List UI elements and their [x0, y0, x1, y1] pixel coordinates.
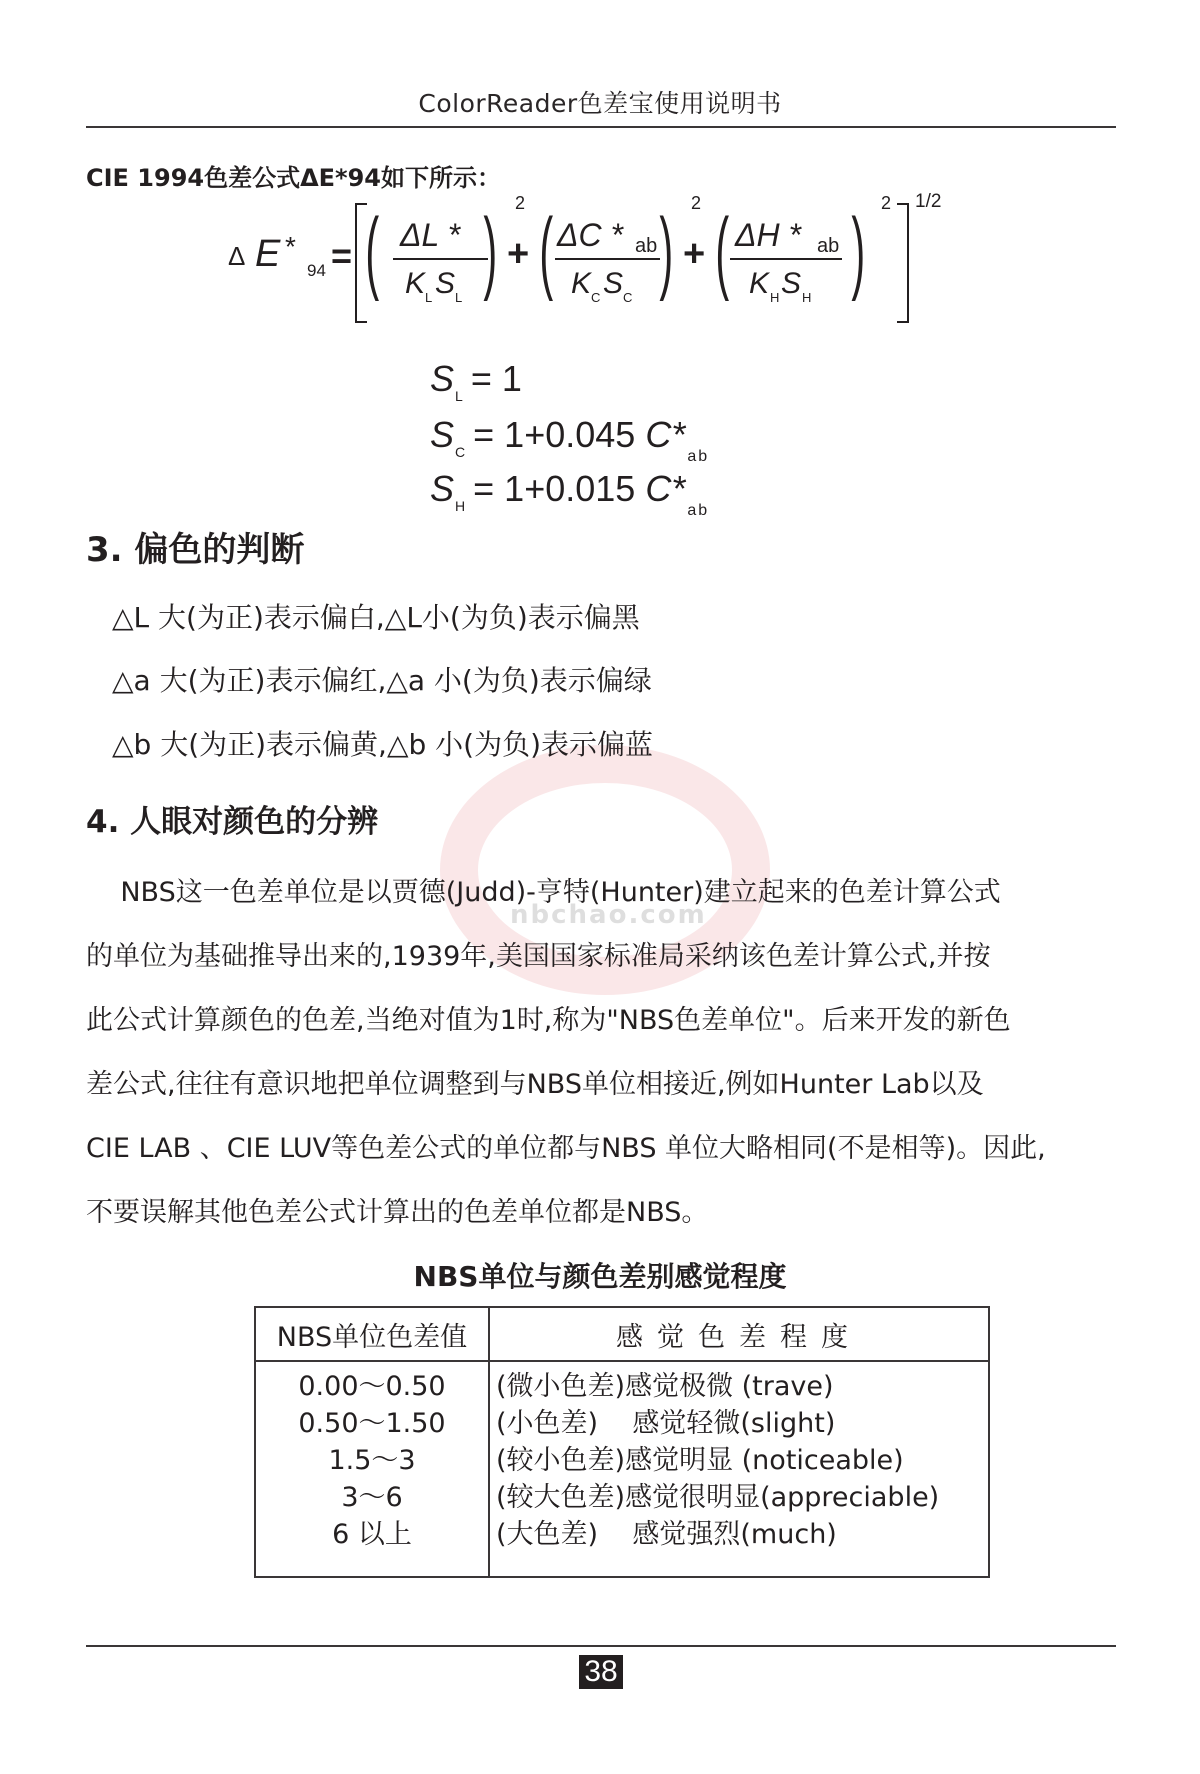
right-paren: ) — [851, 200, 866, 302]
header-rule — [86, 126, 1116, 128]
sc-definition — [430, 414, 710, 465]
term3-s-sub: H — [802, 290, 812, 305]
term3-numerator: ΔH * — [735, 217, 801, 253]
paragraph-line: 不要误解其他色差公式计算出的色差单位都是NBS。 — [86, 1197, 709, 1228]
s-symbol: S — [430, 358, 455, 399]
s-subscript: C — [455, 444, 466, 460]
term2-numerator-sub: ab — [635, 235, 658, 257]
color-cast-item-b: △b 大(为正)表示偏黄,△b 小(为负)表示偏蓝 — [112, 728, 654, 761]
section3-heading: 3. 偏色的判断 — [86, 530, 305, 570]
c-subscript: ab — [687, 448, 710, 465]
c-variable: C* — [645, 468, 686, 509]
nbs-value: 6 以上 — [332, 1519, 412, 1550]
right-bracket — [897, 203, 909, 323]
nbs-value: 0.50～1.50 — [298, 1408, 446, 1439]
term3-k: K — [749, 267, 770, 300]
e-symbol: E — [255, 233, 281, 275]
running-header-title: ColorReader色差宝使用说明书 — [418, 89, 782, 118]
s-symbol: S — [430, 468, 455, 509]
paragraph-line: CIE LAB 、CIE LUV等色差公式的单位都与NBS 单位大略相同(不是相等)。因此, — [86, 1133, 1046, 1164]
s-subscript: H — [455, 498, 466, 514]
term1-s-sub: L — [455, 290, 463, 305]
plus-sign: + — [683, 233, 706, 275]
term1-k: K — [405, 267, 426, 300]
paragraph-line: 此公式计算颜色的色差,当绝对值为1时,称为"NBS色差单位"。后来开发的新色 — [86, 1005, 1011, 1036]
term2-s: S — [603, 267, 624, 300]
description-cell — [489, 1361, 989, 1577]
perception-description: (小色差) 感觉轻微(slight) — [496, 1408, 836, 1439]
c-variable: C* — [645, 414, 686, 455]
watermark-text: nbchao.com — [510, 900, 707, 930]
nbs-value: 1.5～3 — [328, 1445, 416, 1476]
right-paren: ) — [659, 200, 674, 302]
term3-k-sub: H — [770, 290, 780, 305]
column-header-perception: 感觉色差程度 — [489, 1307, 989, 1361]
nbs-value: 3～6 — [341, 1482, 403, 1513]
formula-intro: CIE 1994色差公式ΔE*94如下所示： — [86, 164, 502, 192]
term3-fraction-line — [730, 258, 842, 260]
term1-fraction-line — [393, 258, 488, 260]
cie94-formula — [225, 191, 1025, 335]
table-title: NBS单位与颜色差别感觉程度 — [413, 1260, 787, 1293]
column-header-nbs-value: NBS单位色差值 — [255, 1307, 489, 1361]
nbs-value: 0.00～0.50 — [298, 1371, 446, 1402]
s-value: = 1+0.045 — [473, 414, 646, 455]
e-subscript: 94 — [307, 261, 326, 280]
left-paren: ( — [365, 200, 380, 302]
c-subscript: ab — [687, 502, 710, 519]
right-paren: ) — [483, 200, 498, 302]
value-cell — [255, 1361, 489, 1577]
term3-exponent: 2 — [881, 193, 892, 213]
term2-exponent: 2 — [691, 193, 702, 213]
term1-numerator: ΔL * — [400, 217, 461, 253]
footer-rule — [86, 1645, 1116, 1647]
term3-s: S — [781, 267, 802, 300]
sl-definition — [430, 358, 522, 404]
term1-exponent: 2 — [515, 193, 526, 213]
s-value: = 1 — [470, 358, 522, 399]
equals-sign: = — [331, 235, 353, 276]
page-number: 38 — [579, 1655, 623, 1689]
delta-symbol: Δ — [228, 241, 246, 271]
term1-s: S — [435, 267, 456, 300]
sh-definition — [430, 468, 710, 519]
outer-exponent: 1/2 — [915, 191, 942, 212]
table-row — [255, 1361, 989, 1577]
table-header-row — [255, 1307, 989, 1361]
e-star: * — [285, 231, 296, 262]
paragraph-line: NBS这一色差单位是以贾德(Judd)-亨特(Hunter)建立起来的色差计算公式 — [86, 877, 1001, 908]
term2-s-sub: C — [623, 290, 633, 305]
perception-description: (大色差) 感觉强烈(much) — [496, 1519, 837, 1550]
plus-sign: + — [507, 233, 530, 275]
section4-heading: 4. 人眼对颜色的分辨 — [86, 804, 379, 840]
perception-description: (较大色差)感觉很明显(appreciable) — [496, 1482, 940, 1513]
color-cast-item-a: △a 大(为正)表示偏红,△a 小(为负)表示偏绿 — [112, 664, 652, 697]
term3-numerator-sub: ab — [817, 235, 840, 257]
left-paren: ( — [715, 200, 730, 302]
perception-description: (微小色差)感觉极微 (trave) — [496, 1371, 834, 1402]
s-subscript: L — [455, 388, 463, 404]
s-symbol: S — [430, 414, 455, 455]
left-paren: ( — [539, 200, 554, 302]
term2-k: K — [571, 267, 592, 300]
perception-description: (较小色差)感觉明显 (noticeable) — [496, 1445, 904, 1476]
term2-fraction-line — [555, 258, 660, 260]
paragraph-line: 的单位为基础推导出来的,1939年,美国国家标准局采纳该色差计算公式,并按 — [86, 941, 991, 972]
s-value: = 1+0.015 — [473, 468, 646, 509]
term2-numerator: ΔC * — [557, 217, 623, 253]
term2-k-sub: C — [591, 290, 601, 305]
color-cast-item-l: △L 大(为正)表示偏白,△L小(为负)表示偏黑 — [112, 601, 640, 634]
paragraph-line: 差公式,往往有意识地把单位调整到与NBS单位相接近,例如Hunter Lab以及 — [86, 1069, 984, 1100]
term1-k-sub: L — [425, 290, 433, 305]
nbs-perception-table — [254, 1306, 990, 1578]
